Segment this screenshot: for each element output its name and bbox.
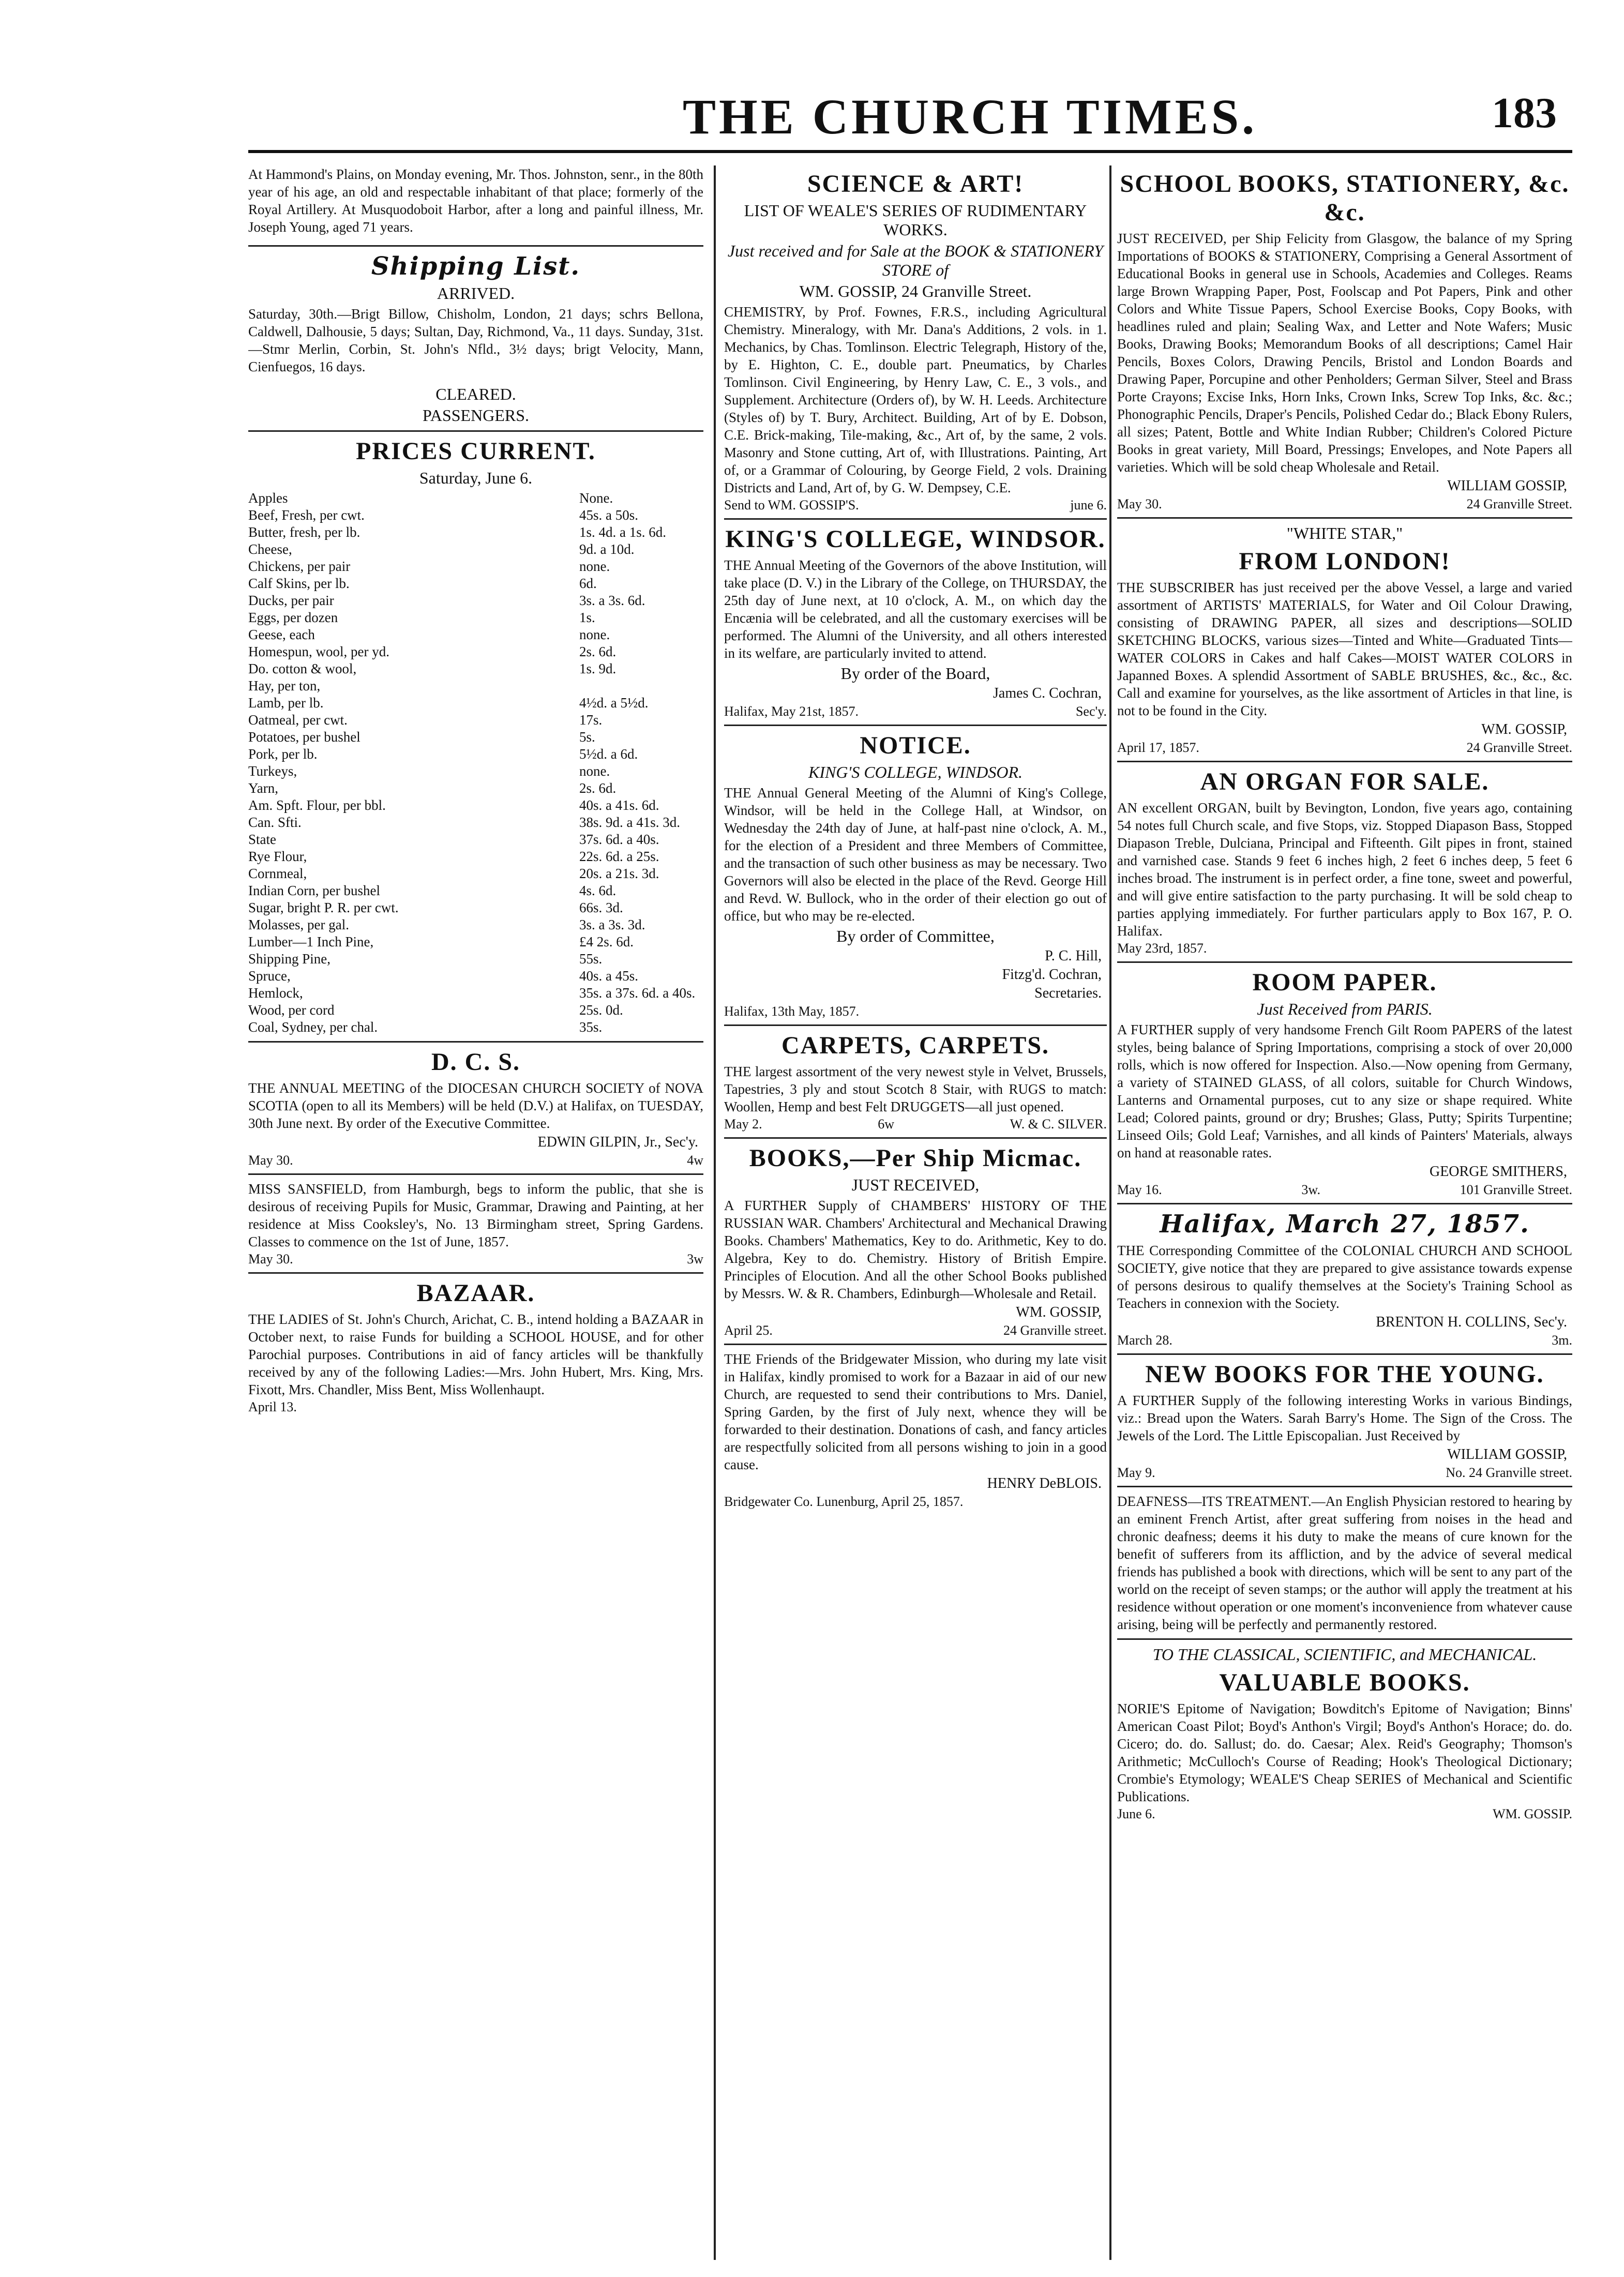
notice-order: By order of Committee,: [836, 927, 995, 945]
school-signature: WILLIAM GOSSIP,: [1447, 478, 1567, 494]
carpets-date: May 2.: [724, 1117, 762, 1132]
price-row: [248, 729, 703, 746]
price-item: Can. Sfti.: [248, 815, 302, 830]
column-right: [1117, 165, 1572, 2265]
price-value: 2s. 6d.: [579, 644, 616, 659]
price-item: Oatmeal, per cwt.: [248, 712, 348, 728]
price-value: 17s.: [579, 712, 603, 728]
school-text: JUST RECEIVED, per Ship Felicity from Glasgow, the balance of my Spring Importations of BOOKS & STATIONERY, Comprising a General Assortment of Educational Books in general use in Schools, Academies and Colleges. Reams large Brown Wrapping Paper, Post, Foolscap and Pot Papers, Pink and other Colors and White Tissue Papers, School Exercise Books, Copy Books, with headlines ruled and plain; Sealing Wax, and Letter and Note Wafers; Music Books, Drawing Books; Memorandum Books of all descriptions; Camel Hair Pencils, Boxes Colors, Drawing Pencils, Bristol and London Boards and Drawing Paper, Porcupine and other Penholders; German Silver, Steel and Brass Porte Crayons; Excise Inks, Horn Inks, Crown Inks, Screw Top Inks, &c. &c.; Phonographic Pencils, Draper's Pencils, Polished Cedar do.; Black Ebony Rulers, all sizes; Patent, Bottle and White Indian Rubber; Children's Colored Picture Books in great variety, Mill Board, Pressings; Envelopes, and Note Papers all varieties. Which will be sold cheap Wholesale and Retail.: [1117, 231, 1572, 475]
colonial-code: 3m.: [1552, 1333, 1572, 1348]
science-sub3: WM. GOSSIP, 24 Granville Street.: [799, 282, 1032, 300]
price-row: [248, 660, 703, 677]
divider: [1117, 517, 1572, 519]
price-item: State: [248, 832, 276, 847]
bazaar-date: April 13.: [248, 1399, 297, 1414]
divider: [724, 725, 1107, 726]
colonial-text: THE Corresponding Committee of the COLONIAL CHURCH AND SCHOOL SOCIETY, give notice that they are prepared to give assistance towards expense of persons desirous to qualify themselves at the Society's Training School as Teachers in connexion with the Society.: [1117, 1243, 1572, 1311]
price-item: Ducks, per pair: [248, 593, 334, 608]
divider: [1117, 1486, 1572, 1487]
colonial-footer: [1117, 1333, 1572, 1348]
deafness-text: DEAFNESS—ITS TREATMENT.—An English Physician restored to hearing by an eminent French Artist, after great suffering from noises in the head and chronic deafness; deems it his duty to make the means of cure known for the benefit of sufferers from its affliction, and by the advice of several medical friends has published a book with directions, which will be sent to any part of the world on the receipt of seven stamps; or the author will apply the treatment at his residence without operation or one moment's inconvenience from whatever cause arising, being will be perfectly and permanently restored.: [1117, 1494, 1572, 1632]
price-item: Homespun, wool, per yd.: [248, 644, 389, 659]
science-sub: LIST OF WEALE'S SERIES OF RUDIMENTARY WORKS.: [744, 201, 1087, 239]
price-row: [248, 951, 703, 968]
books-date: April 25.: [724, 1323, 773, 1338]
kings-code: Sec'y.: [1075, 704, 1107, 719]
price-row: [248, 968, 703, 985]
newbooks-footer: [1117, 1465, 1572, 1481]
price-item: Butter, fresh, per lb.: [248, 524, 360, 540]
bazaar-heading: BAZAAR.: [416, 1279, 535, 1307]
whitestar-heading: FROM LONDON!: [1239, 548, 1451, 575]
price-row: [248, 626, 703, 643]
dcs-footer: [248, 1153, 703, 1168]
price-row: [248, 865, 703, 882]
kings-heading: KING'S COLLEGE, WINDSOR.: [725, 525, 1106, 553]
price-row: [248, 814, 703, 831]
price-value: 5s.: [579, 729, 595, 745]
price-value: 1s.: [579, 610, 595, 625]
price-value: 1s. 9d.: [579, 661, 616, 676]
price-row: [248, 797, 703, 814]
price-item: Do. cotton & wool,: [248, 661, 357, 676]
price-row: [248, 985, 703, 1002]
price-item: Turkeys,: [248, 763, 297, 779]
price-value: 40s. a 41s. 6d.: [579, 797, 659, 813]
price-row: [248, 780, 703, 797]
colonial-date: March 28.: [1117, 1333, 1172, 1348]
price-row: [248, 882, 703, 899]
price-item: Wood, per cord: [248, 1002, 335, 1018]
dcs-date: May 30.: [248, 1153, 293, 1168]
bridgewater-text: THE Friends of the Bridgewater Mission, who during my late visit in Halifax, kindly promised to work for a Bazaar in aid of our new Church, are requested to send their contributions to Mrs. Daniel, Spring Garden, by the first of July next, whence they will be forwarded to their destination. Donations of cash, and fancy articles are respectfully solicited from all persons wishing to join in a good cause.: [724, 1351, 1107, 1472]
prices-date: Saturday, June 6.: [419, 469, 533, 487]
price-row: [248, 524, 703, 541]
price-item: Sugar, bright P. R. per cwt.: [248, 900, 399, 915]
books-heading: BOOKS,—Per Ship Micmac.: [749, 1144, 1082, 1172]
price-row: [248, 916, 703, 933]
school-heading: SCHOOL BOOKS, STATIONERY, &c. &c.: [1120, 170, 1570, 226]
price-item: Molasses, per gal.: [248, 917, 349, 932]
science-sub2: Just received and for Sale at the BOOK & STATIONERY STORE of: [727, 242, 1104, 279]
notice-sub: KING'S COLLEGE, WINDSOR.: [808, 763, 1022, 781]
deaths-notice: At Hammond's Plains, on Monday evening, Mr. Thos. Johnston, senr., in the 80th year of his age, an old and respectable inhabitant of that place; formerly of the Royal Artillery. At Musquodoboit Harbor, after a long and painful illness, Mr. Joseph Young, aged 71 years.: [248, 167, 703, 235]
kings-date: Halifax, May 21st, 1857.: [724, 704, 859, 719]
books-sub: JUST RECEIVED,: [851, 1175, 980, 1194]
price-row: [248, 899, 703, 916]
whitestar-address: 24 Granville Street.: [1466, 740, 1572, 755]
price-row: [248, 541, 703, 558]
price-value: £4 2s. 6d.: [579, 934, 634, 949]
price-item: Rye Flour,: [248, 849, 307, 864]
bazaar-footer: [248, 1399, 703, 1415]
price-row: [248, 1002, 703, 1019]
price-row: [248, 558, 703, 575]
price-item: Am. Spft. Flour, per bbl.: [248, 797, 386, 813]
school-address: 24 Granville Street.: [1466, 496, 1572, 511]
room-signature: GEORGE SMITHERS,: [1429, 1164, 1567, 1180]
price-row: [248, 507, 703, 524]
price-item: Potatoes, per bushel: [248, 729, 360, 745]
price-row: [248, 848, 703, 865]
sansfield-date: May 30.: [248, 1251, 293, 1266]
price-item: Eggs, per dozen: [248, 610, 338, 625]
divider: [724, 1024, 1107, 1026]
price-item: Hemlock,: [248, 985, 303, 1001]
dcs-signature: EDWIN GILPIN, Jr., Sec'y.: [537, 1134, 698, 1150]
school-footer: [1117, 496, 1572, 512]
divider: [724, 1137, 1107, 1139]
bridgewater-signature: HENRY DeBLOIS.: [987, 1475, 1102, 1491]
divider: [248, 1041, 703, 1043]
organ-footer: [1117, 941, 1572, 956]
room-address: 101 Granville Street.: [1460, 1182, 1572, 1197]
column-middle: [724, 165, 1107, 2265]
column-left: [248, 165, 703, 2265]
price-value: 45s. a 50s.: [579, 507, 638, 523]
science-date: june 6.: [1070, 497, 1107, 512]
price-row: [248, 609, 703, 626]
price-item: Cornmeal,: [248, 866, 307, 881]
price-value: 40s. a 45s.: [579, 968, 638, 984]
price-row: [248, 643, 703, 660]
price-item: Geese, each: [248, 627, 315, 642]
room-footer: [1117, 1182, 1572, 1198]
price-value: 37s. 6d. a 40s.: [579, 832, 659, 847]
price-row: [248, 592, 703, 609]
bridgewater-date: Bridgewater Co. Lunenburg, April 25, 1857.: [724, 1494, 964, 1509]
price-row: [248, 933, 703, 951]
room-text: A FURTHER supply of very handsome French Gilt Room PAPERS of the latest styles, being balance of Spring Importations, comprising a stock of over 20,000 rolls, which is now offered for Inspection. Also.—Now opening from Germany, a variety of STAINED GLASS, of all colors, suitable for Church Windows, Lanterns and Ornamental purposes, cut to any size or shape required. White Lead; Colored paints, ground or dry; Brushes; Glass, Putty; Spirits Turpentine; Linseed Oils; Gold Leaf; Varnishes, and all kinds of Painters' Materials, always on hand at reasonable rates.: [1117, 1022, 1572, 1160]
organ-date: May 23rd, 1857.: [1117, 941, 1207, 956]
carpets-code: 6w: [878, 1117, 895, 1132]
price-value: 2s. 6d.: [579, 780, 616, 796]
newbooks-heading: NEW BOOKS FOR THE YOUNG.: [1145, 1361, 1544, 1388]
books-footer: [724, 1323, 1107, 1338]
room-sub: Just Received from PARIS.: [1257, 1000, 1433, 1018]
room-date: May 16.: [1117, 1182, 1162, 1197]
prices-heading: PRICES CURRENT.: [356, 438, 596, 465]
price-row: [248, 1019, 703, 1036]
price-value: none.: [579, 763, 610, 779]
whitestar-date: April 17, 1857.: [1117, 740, 1199, 755]
price-value: 35s.: [579, 1019, 603, 1035]
kings-signature: James C. Cochran,: [993, 685, 1102, 701]
dcs-heading: D. C. S.: [431, 1048, 521, 1076]
price-value: 5½d. a 6d.: [579, 746, 638, 762]
arrived-text: Saturday, 30th.—Brigt Billow, Chisholm, London, 21 days; schrs Bellona, Caldwell, Dalhousie, 5 days; Sultan, Day, Richmond, Va., 11 days. Sunday, 31st.—Stmr Merlin, Corbin, St. John's Nfld., 3½ days; brigt Velocity, Mann, Cienfuegos, 16 days.: [248, 306, 703, 374]
divider: [1117, 761, 1572, 762]
sansfield-code: 3w: [687, 1251, 703, 1266]
valuable-text: NORIE'S Epitome of Navigation; Bowditch's Epitome of Navigation; Binns' American Coast Pilot; Boyd's Anthon's Virgil; Boyd's Anthon's Horace; do. do. Cicero; do. do. Sallust; do. do. Caesar; Alex. Reid's Geography; Thomson's Arithmetic; McCulloch's Course of Reading; Hook's Theological Dictionary; Crombie's Etymology; WEALE'S Cheap SERIES of Mechanical and Scientific Publications.: [1117, 1701, 1572, 1804]
masthead: [248, 78, 1572, 155]
price-row: [248, 575, 703, 592]
books-signature: WM. GOSSIP,: [1016, 1304, 1102, 1320]
price-value: 66s. 3d.: [579, 900, 623, 915]
valuable-signature: WM. GOSSIP.: [1493, 1806, 1572, 1821]
whitestar-text: THE SUBSCRIBER has just received per the above Vessel, a large and varied assortment of ARTISTS' MATERIALS, for Water and Oil Colour Drawing, consisting of DRAWING PAPER, all sizes and descriptions—SOLID SKETCHING BLOCKS, various sizes—Tinted and White—Graduated Tints—WATER COLORS in Cakes and half Cakes—MOIST WATER COLORS in Japanned Boxes. A splendid Assortment of SABLE BRUSHES, &c., &c., &c. Call and examine for yourselves, as the like assortment of Articles in that line, is not to be found in the City.: [1117, 580, 1572, 718]
price-item: Shipping Pine,: [248, 951, 331, 967]
price-item: Indian Corn, per bushel: [248, 883, 380, 898]
price-item: Coal, Sydney, per chal.: [248, 1019, 378, 1035]
divider: [1117, 1203, 1572, 1204]
price-value: 38s. 9d. a 41s. 3d.: [579, 815, 680, 830]
price-value: 35s. a 37s. 6d. a 40s.: [579, 985, 696, 1001]
divider: [724, 1344, 1107, 1345]
price-item: Chickens, per pair: [248, 559, 351, 574]
carpets-footer: [724, 1117, 1107, 1132]
kings-text: THE Annual Meeting of the Governors of the above Institution, will take place (D. V.) in the Library of the College, on THURSDAY, the 25th day of June next, at 10 o'clock, A. M., on which day the Encænia will be celebrated, and all the customary exercises will be performed. The Alumni of the University, and all others interested in its welfare, are particularly invited to attend.: [724, 557, 1107, 661]
divider: [248, 1272, 703, 1274]
organ-heading: AN ORGAN FOR SALE.: [1200, 768, 1490, 795]
price-row: [248, 695, 703, 712]
divider: [1117, 961, 1572, 963]
price-value: 22s. 6d. a 25s.: [579, 849, 659, 864]
price-item: Hay, per ton,: [248, 678, 321, 693]
carpets-text: THE largest assortment of the very newest style in Velvet, Brussels, Tapestries, 3 ply and stout Scotch 8 Stair, with RUGS to match: Woollen, Hemp and best Felt DRUGGETS—all just opened.: [724, 1064, 1107, 1114]
price-value: None.: [579, 490, 613, 506]
price-value: 4½d. a 5½d.: [579, 695, 649, 711]
cleared-label: CLEARED.: [435, 385, 516, 403]
column-divider: [1109, 165, 1111, 2260]
notice-text: THE Annual General Meeting of the Alumni of King's College, Windsor, will be held in the College Hall, at Windsor, on Wednesday the 24th day of June, at half-past nine o'clock, A. M., for the election of a President and three Members of Committee, and the transaction of such other business as may be necessary. Two Governors will also be elected in the place of the Revd. George Hill and Revd. W. Bullock, who in the order of their election go out of office, but who may be re-elected.: [724, 785, 1107, 924]
science-heading: SCIENCE & ART!: [807, 170, 1024, 198]
room-heading: ROOM PAPER.: [1252, 969, 1437, 996]
prices-table: [248, 490, 703, 1036]
price-value: [579, 677, 703, 695]
column-divider: [714, 165, 716, 2260]
colonial-signature: BRENTON H. COLLINS, Sec'y.: [1376, 1314, 1567, 1330]
price-value: none.: [579, 559, 610, 574]
room-code: 3w.: [1301, 1182, 1320, 1197]
price-row: [248, 831, 703, 848]
page-number: 183: [1492, 89, 1557, 137]
price-value: 25s. 0d.: [579, 1002, 623, 1018]
price-item: Lumber—1 Inch Pine,: [248, 934, 374, 949]
price-item: Cheese,: [248, 541, 292, 557]
price-value: 3s. a 3s. 6d.: [579, 593, 645, 608]
carpets-heading: CARPETS, CARPETS.: [781, 1032, 1050, 1059]
valuable-footer: [1117, 1806, 1572, 1822]
price-item: Spruce,: [248, 968, 291, 984]
divider: [1117, 1353, 1572, 1355]
valuable-heading: VALUABLE BOOKS.: [1219, 1669, 1470, 1696]
whitestar-sub: "WHITE STAR,": [1286, 524, 1403, 542]
price-item: Calf Skins, per lb.: [248, 576, 350, 591]
price-item: Pork, per lb.: [248, 746, 318, 762]
price-value: 3s. a 3s. 3d.: [579, 917, 645, 932]
price-value: 1s. 4d. a 1s. 6d.: [579, 524, 666, 540]
shipping-heading: Shipping List.: [371, 252, 581, 281]
notice-signature-1: P. C. Hill,: [1045, 948, 1102, 964]
sansfield-text: MISS SANSFIELD, from Hamburgh, begs to inform the public, that she is desirous of receiving Pupils for Music, Grammar, Drawing and Painting, at her residence at Miss Cooksley's, No. 13 Birmingham street, Spring Gardens. Classes to commence on the 1st of June, 1857.: [248, 1181, 703, 1249]
notice-signature-2: Fitzg'd. Cochran,: [1002, 967, 1102, 983]
colonial-heading: Halifax, March 27, 1857.: [1160, 1210, 1530, 1239]
science-footer: [724, 497, 1107, 513]
price-item: Apples: [248, 490, 288, 506]
science-text: CHEMISTRY, by Prof. Fownes, F.R.S., including Agricultural Chemistry. Mineralogy, with Mr. Dana's Additions, 2 vols. in 1. Mechanics, by Chas. Tomlinson. Electric Telegraph, History of the, by E. Highton, C. E., double part. Pneumatics, by Charles Tomlinson. Civil Engineering, by Henry Law, C. E., 3 vols., and Supplement. Architecture (Orders of), by W. H. Leeds. Architecture (Styles of) by T. Bury, Architect. Building, Art of by E. Dobson, C.E. Brick-making, Tile-making, &c., Art of, by the same, 2 vols. Masonry and Stone cutting, Art of, with Illustrations. Painting, Art of, or a Grammar of Colouring, by George Field, 2 vols. Draining Districts and Land, Art of, by G. W. Dempsey, C.E.: [724, 304, 1107, 495]
divider: [724, 518, 1107, 520]
divider: [1117, 1638, 1572, 1640]
price-value: none.: [579, 627, 610, 642]
price-value: 20s. a 21s. 3d.: [579, 866, 659, 881]
arrived-label: ARRIVED.: [437, 284, 515, 303]
books-text: A FURTHER Supply of CHAMBERS' HISTORY OF THE RUSSIAN WAR. Chambers' Architectural and Mechanical Drawing Books. Chambers' Mathematics, Key to do. Arithmetic, Key to do. Algebra, Key to do. Chemistry. History of British Empire. Principles of Elocution. And all the other School Books published by Messrs. W. & R. Chambers, Edinburgh—Wholesale and Retail.: [724, 1198, 1107, 1301]
price-row: [248, 677, 703, 695]
whitestar-signature: WM. GOSSIP,: [1481, 721, 1567, 737]
bridgewater-footer: [724, 1494, 1107, 1510]
price-value: 6d.: [579, 576, 597, 591]
price-item: Beef, Fresh, per cwt.: [248, 507, 365, 523]
dcs-text: THE ANNUAL MEETING of the DIOCESAN CHURCH SOCIETY of NOVA SCOTIA (open to all its Members) will be held (D.V.) at Halifax, on TUESDAY, 30th June next. By order of the Executive Committee.: [248, 1080, 703, 1131]
price-item: Yarn,: [248, 780, 279, 796]
price-item: Lamb, per lb.: [248, 695, 324, 711]
passengers-label: PASSENGERS.: [422, 406, 529, 425]
masthead-rule: [248, 150, 1572, 153]
newbooks-date: May 9.: [1117, 1465, 1155, 1480]
price-row: [248, 763, 703, 780]
school-date: May 30.: [1117, 496, 1162, 511]
newbooks-signature: WILLIAM GOSSIP,: [1447, 1446, 1567, 1462]
valuable-date: June 6.: [1117, 1806, 1155, 1821]
notice-footer: [724, 1004, 1107, 1019]
divider: [248, 245, 703, 247]
kings-order: By order of the Board,: [840, 664, 990, 683]
price-value: 4s. 6d.: [579, 883, 616, 898]
newbooks-address: No. 24 Granville street.: [1446, 1465, 1572, 1480]
price-row: [248, 490, 703, 507]
price-row: [248, 712, 703, 729]
price-value: 9d. a 10d.: [579, 541, 635, 557]
organ-text: AN excellent ORGAN, built by Bevington, London, five years ago, containing 54 notes full Church scale, and five Stops, viz. Stopped Diapason Bass, Stopped Diapason Treble, Dulciana, Principal and Fifteenth. Gilt pipes in front, stained and varnished case. Stands 9 feet 6 inches high, 2 feet 6 inches deep, 5 feet 6 inches broad. The instrument is in perfect order, a fine tone, sweet and powerful, and will give entire satisfaction to the party purchasing. It will be sold cheap to parties applying immediately. For further particulars apply to Box 167, P. O. Halifax.: [1117, 800, 1572, 939]
dcs-code: 4w: [687, 1153, 703, 1168]
whitestar-footer: [1117, 740, 1572, 756]
newspaper-title: THE CHURCH TIMES.: [683, 89, 1258, 144]
kings-footer: [724, 704, 1107, 719]
divider: [248, 1173, 703, 1175]
books-address: 24 Granville street.: [1003, 1323, 1107, 1338]
classical-heading: TO THE CLASSICAL, SCIENTIFIC, and MECHANICAL.: [1152, 1645, 1537, 1664]
bazaar-text: THE LADIES of St. John's Church, Arichat, C. B., intend holding a BAZAAR in October next, to raise Funds for building a SCHOOL HOUSE, and for other Parochial purposes. Contributions in aid of fancy articles will be thankfully received by any of the following Ladies:—Mrs. John Hubert, Mrs. King, Mrs. Fixott, Mrs. Chandler, Miss Bent, Miss Wollenhaupt.: [248, 1311, 703, 1397]
price-value: 55s.: [579, 951, 603, 967]
notice-heading: NOTICE.: [860, 732, 971, 759]
sansfield-footer: [248, 1251, 703, 1267]
notice-date: Halifax, 13th May, 1857.: [724, 1004, 860, 1019]
newbooks-text: A FURTHER Supply of the following interesting Works in various Bindings, viz.: Bread upon the Waters. Sarah Barry's Home. The Sign of the Cross. The Jewels of the Lord. The Little Episcopalian. Just Received by: [1117, 1393, 1572, 1443]
science-send: Send to WM. GOSSIP'S.: [724, 497, 859, 512]
notice-role: Secretaries.: [1034, 985, 1102, 1001]
divider: [248, 430, 703, 432]
price-row: [248, 746, 703, 763]
carpets-signature: W. & C. SILVER.: [1010, 1117, 1107, 1132]
